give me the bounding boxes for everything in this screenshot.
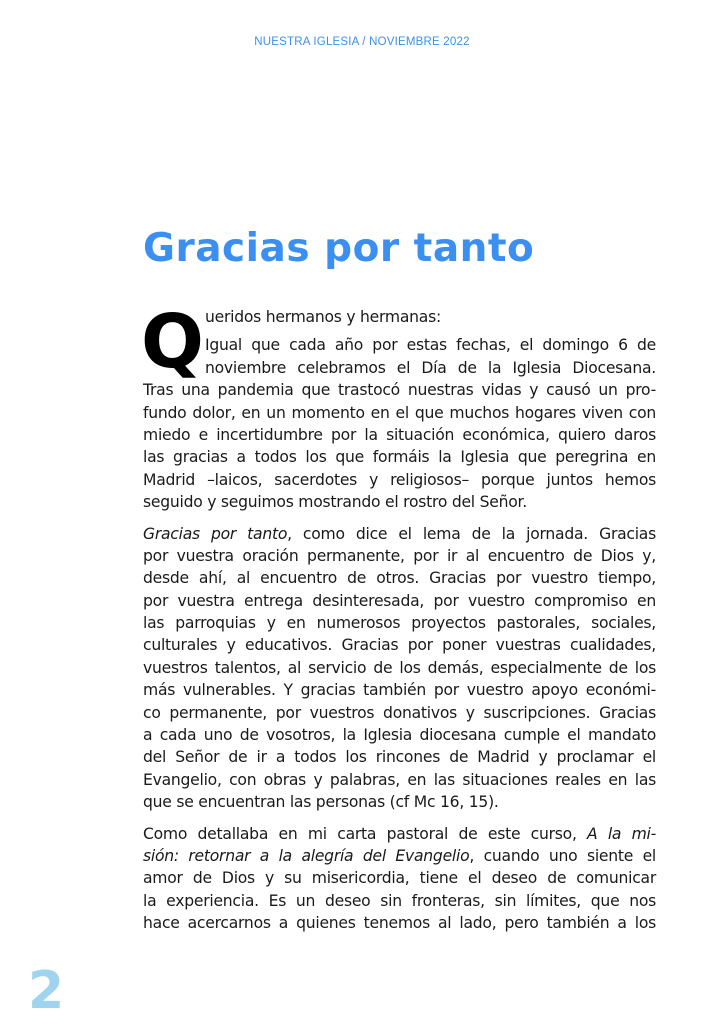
paragraph-salutation [143,306,656,328]
text-line: desde ahí, al encuentro de otros. Gracias por vuestro tiempo, [143,569,656,588]
text-line: noviembre celebramos el Día de la Iglesia Diocesana. [205,358,656,377]
text-fragment: , cuando uno siente el [469,846,656,865]
text-line: la experiencia. Es un deseo sin fronteras, sin límites, que nos [143,891,656,910]
drop-cap: Q [141,299,204,385]
running-header: NUESTRA IGLESIA / NOVIEMBRE 2022 [254,36,470,48]
text-line: por vuestra oración permanente, por ir al encuentro de Dios y, [143,546,656,565]
text-line: fundo dolor, en un momento en el que muchos hogares viven con [143,403,656,422]
text-line: las gracias a todos los que formáis la Iglesia que peregrina en [143,448,656,467]
text-line: co permanente, por vuestros donativos y suscripciones. Gracias [143,703,656,722]
italic-letter-title: A la mi- [587,824,656,843]
text-line: Madrid –laicos, sacerdotes y religiosos– porque juntos hemos [143,470,656,489]
text-line: las parroquias y en numerosos proyectos pastorales, sociales, [143,614,656,633]
text-line: amor de Dios y su misericordia, tiene el deseo de comunicar [143,869,656,888]
paragraph-1 [143,334,656,513]
text-line: ueridos hermanos y hermanas: [205,308,441,326]
text-fragment: Como detallaba en mi carta pastoral de este curso, [143,824,588,843]
paragraph-2 [143,523,656,814]
text-line [143,823,656,845]
text-line [143,845,656,867]
text-line: Tras una pandemia que trastocó nuestras vidas y causó un pro- [143,381,656,400]
italic-motto: Gracias por tanto [143,524,288,543]
text-line: Igual que cada año por estas fechas, el domingo 6 de [205,336,656,355]
text-line: vuestros talentos, al servicio de los demás, especialmente de los [143,658,656,677]
article-body [141,299,656,944]
text-line: que se encuentran las personas (cf Mc 16, 15). [143,793,499,812]
text-line: seguido y seguimos mostrando el rostro del Señor. [143,493,527,512]
text-line: miedo e incertidumbre por la situación económica, quiero daros [143,425,656,444]
text-line: del Señor de ir a todos los rincones de Madrid y proclamar el [143,748,656,767]
text-line: hace acercarnos a quienes tenemos al lado, pero también a los [143,914,656,933]
article-title: Gracias por tanto [143,226,535,271]
text-line: por vuestra entrega desinteresada, por vuestro compromiso en [143,591,656,610]
text-line: a cada uno de vosotros, la Iglesia diocesana cumple el mandato [143,726,656,745]
text-line: más vulnerables. Y gracias también por vuestro apoyo económi- [143,681,656,700]
italic-letter-title: sión: retornar a la alegría del Evangelio [143,846,470,865]
paragraph-3 [143,823,656,935]
text-fragment: , como dice el lema de la jornada. Gracias [287,524,656,543]
text-line: Evangelio, con obras y palabras, en las situaciones reales en las [143,770,656,789]
text-line [143,523,656,545]
text-line: culturales y educativos. Gracias por poner vuestras cualidades, [143,636,656,655]
page-number: 2 [28,961,65,1021]
